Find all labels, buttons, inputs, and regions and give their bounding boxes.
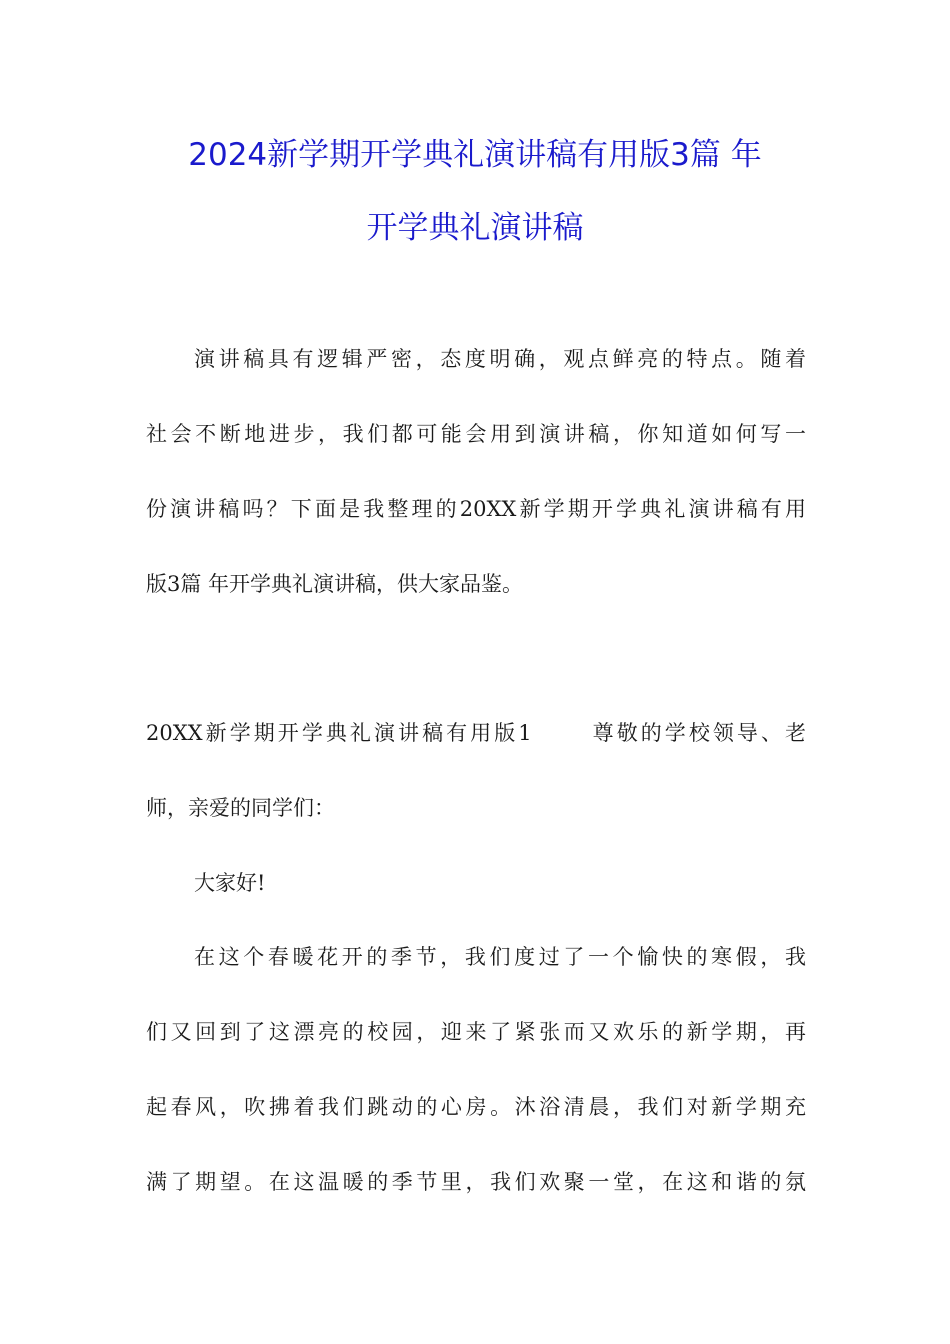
salutation-end: 师，亲爱的同学们：	[146, 796, 335, 820]
intro-line-3: 份演讲稿吗？下面是我整理的20XX新学期开学典礼演讲稿有用	[146, 497, 806, 521]
intro-line-2: 社会不断地进步，我们都可能会用到演讲稿，你知道如何写一	[146, 422, 806, 446]
salutation-start: 尊敬的学校领导、老	[589, 721, 806, 745]
body-line-4: 满了期望。在这温暖的季节里，我们欢聚一堂，在这和谐的氛	[146, 1170, 806, 1194]
intro-line-1: 演讲稿具有逻辑严密，态度明确，观点鲜亮的特点。随着	[194, 347, 806, 371]
body-line-1: 在这个春暖花开的季节，我们度过了一个愉快的寒假，我	[194, 945, 806, 969]
section-heading-line	[146, 718, 806, 748]
section-heading: 20XX新学期开学典礼演讲稿有用版1	[146, 721, 532, 745]
intro-line-4: 版3篇 年开学典礼演讲稿，供大家品鉴。	[146, 572, 524, 596]
document-title-line-2: 开学典礼演讲稿	[366, 210, 584, 246]
document-title-line-1: 2024新学期开学典礼演讲稿有用版3篇 年	[188, 137, 762, 173]
body-line-2: 们又回到了这漂亮的校园，迎来了紧张而又欢乐的新学期，再	[146, 1020, 806, 1044]
body-line-3: 起春风，吹拂着我们跳动的心房。沐浴清晨，我们对新学期充	[146, 1095, 806, 1119]
greeting: 大家好!	[194, 871, 266, 895]
